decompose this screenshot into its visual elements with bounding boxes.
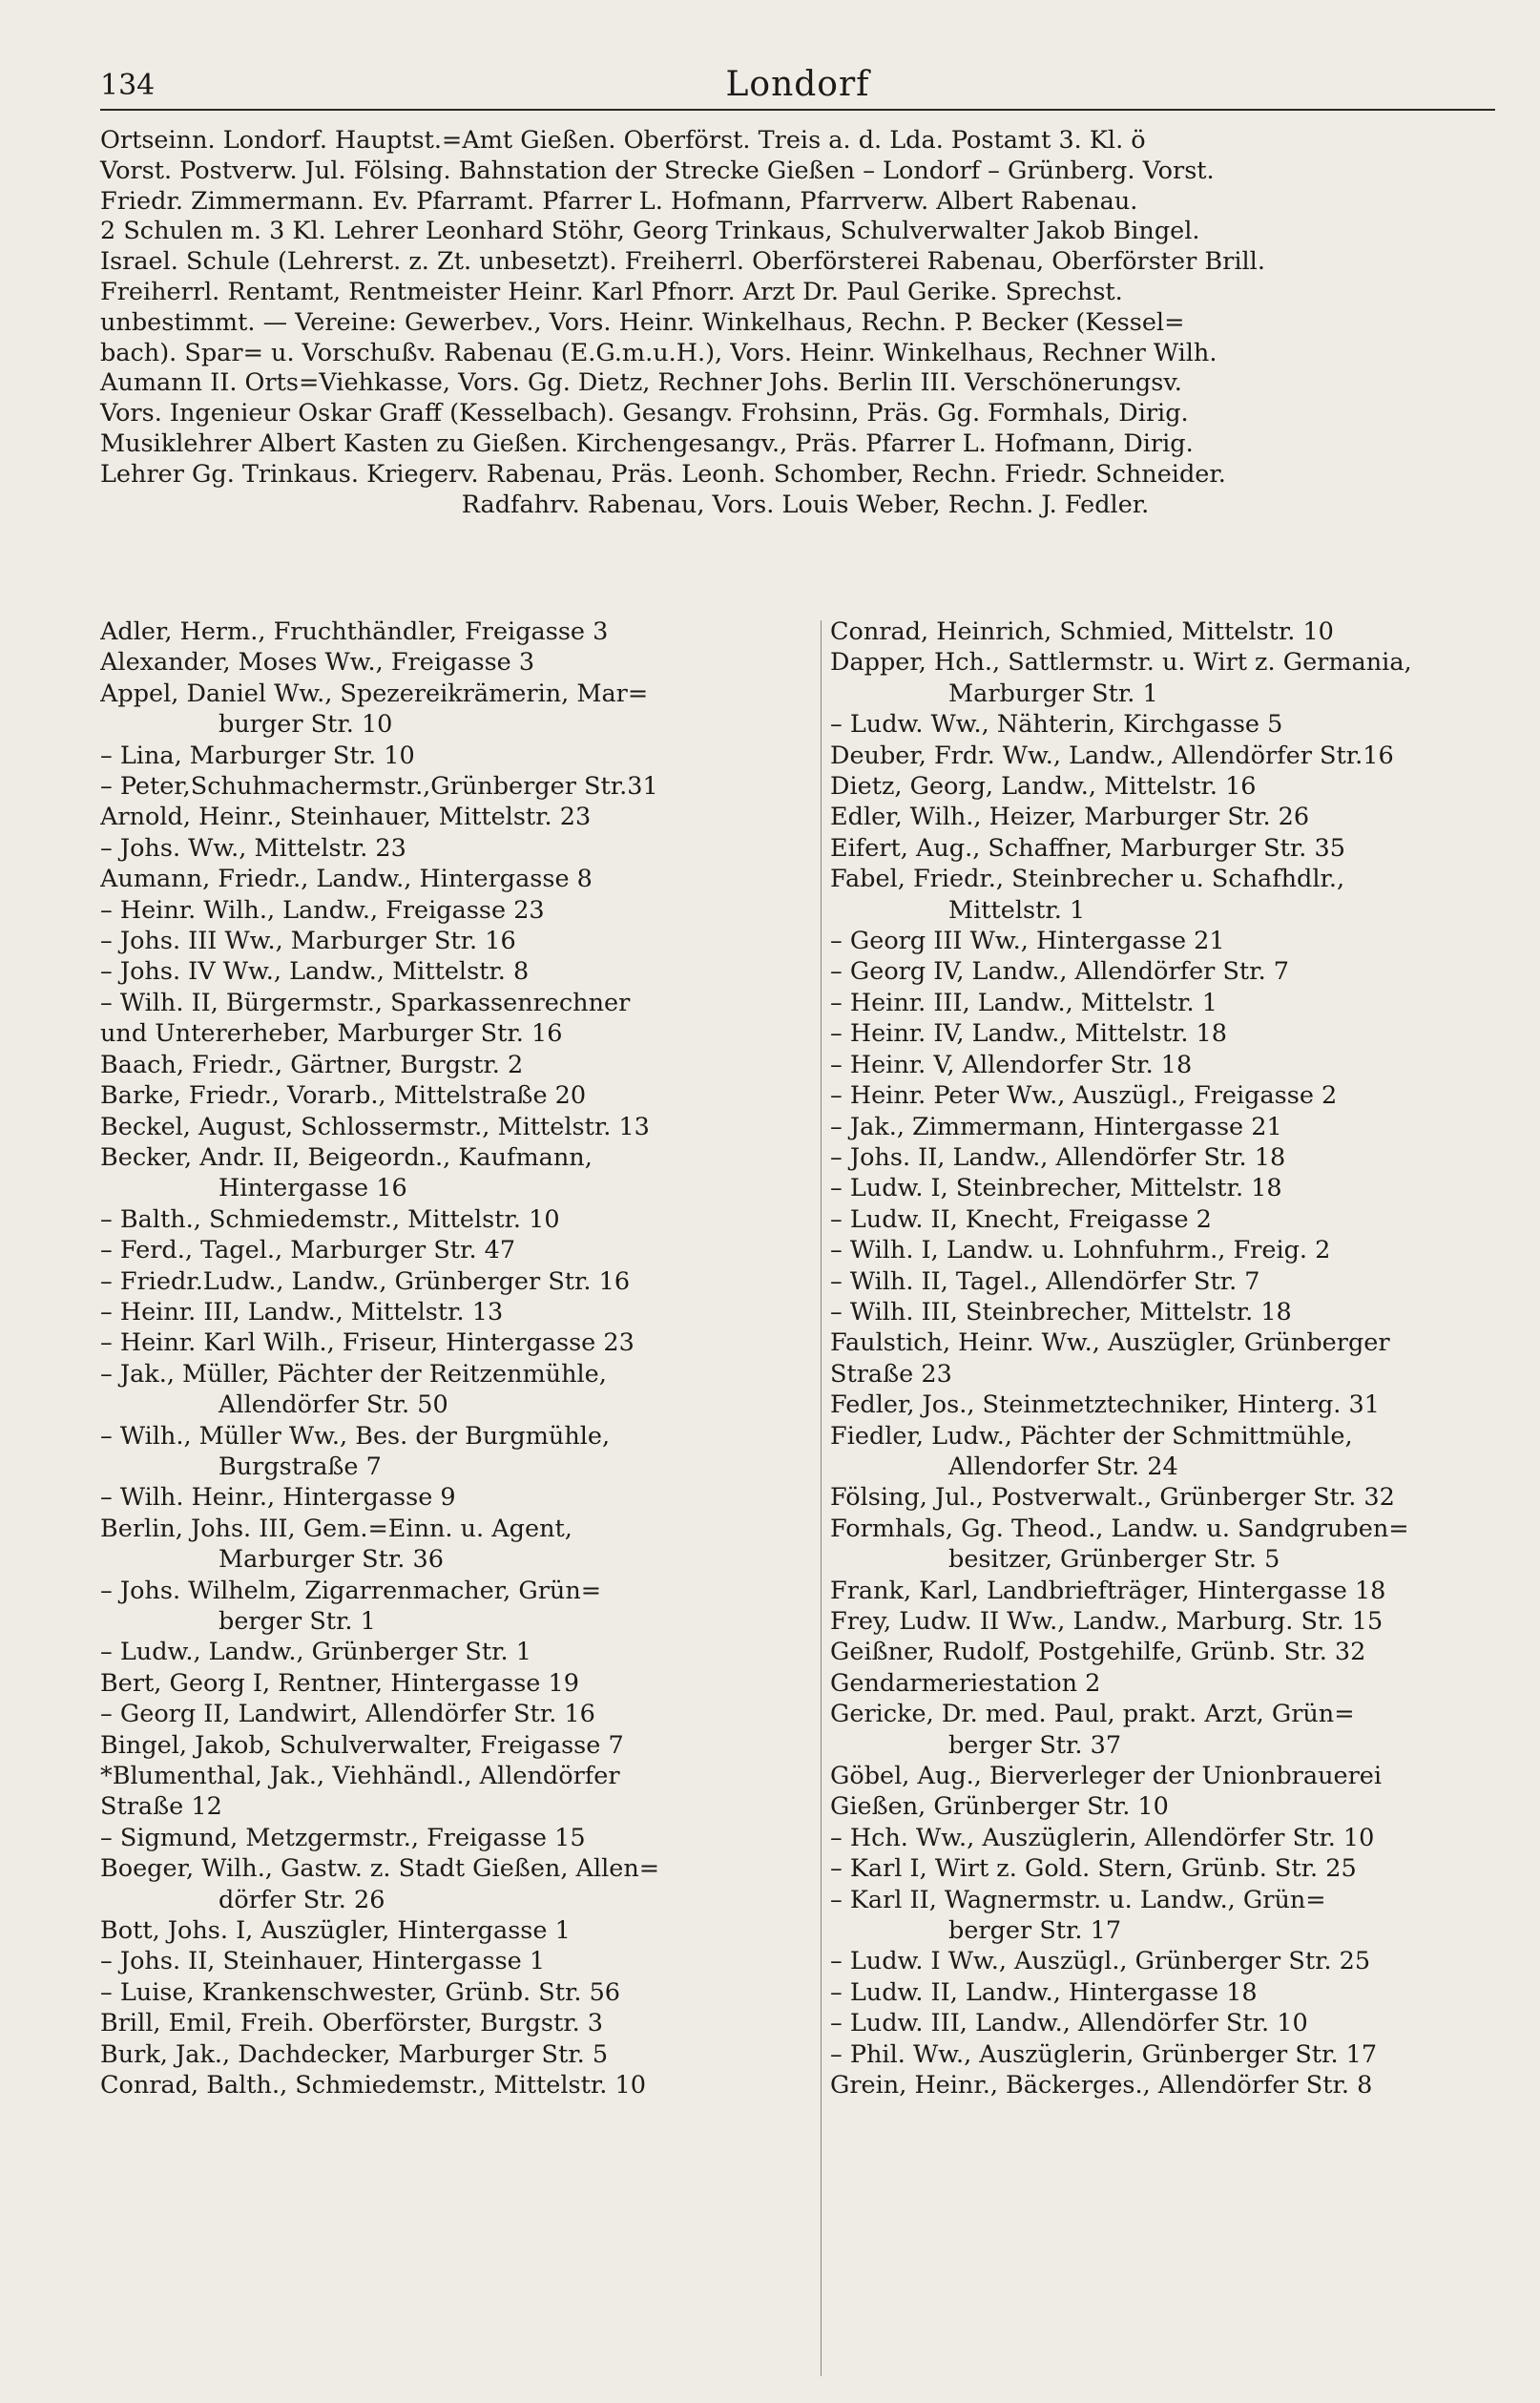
directory-entry: – Karl II, Wagnermstr. u. Landw., Grün= (830, 1885, 1326, 1914)
directory-entry: dörfer Str. 26 (219, 1885, 385, 1914)
directory-entry: Frank, Karl, Landbriefträger, Hintergasse 18 (830, 1576, 1386, 1605)
directory-entry: – Johs. Ww., Mittelstr. 23 (100, 833, 406, 863)
directory-entry: – Heinr. III, Landw., Mittelstr. 13 (100, 1297, 504, 1327)
directory-entry: – Georg IV, Landw., Allendörfer Str. 7 (830, 957, 1290, 987)
directory-entry: Faulstich, Heinr. Ww., Auszügler, Grünberger (830, 1328, 1390, 1358)
right-column (830, 616, 1540, 2101)
directory-entry: burger Str. 10 (219, 710, 393, 740)
directory-entry: Fabel, Friedr., Steinbrecher u. Schafhdlr., (830, 865, 1345, 894)
directory-entry: Dapper, Hch., Sattlermstr. u. Wirt z. Germania, (830, 648, 1412, 678)
directory-entry: – Johs. Wilhelm, Zigarrenmacher, Grün= (100, 1576, 602, 1605)
column-divider (821, 620, 822, 2376)
directory-entry: – Wilh. II, Bürgermstr., Sparkassenrechner (100, 988, 631, 1017)
directory-entry: Conrad, Heinrich, Schmied, Mittelstr. 10 (830, 617, 1334, 646)
directory-entry: – Georg II, Landwirt, Allendörfer Str. 16 (100, 1700, 595, 1729)
intro-line: unbestimmt. — Vereine: Gewerbev., Vors. Heinr. Winkelhaus, Rechn. P. Becker (Kessel= (100, 307, 1185, 337)
directory-entry: Straße 23 (830, 1359, 952, 1389)
directory-entry: – Wilh. I, Landw. u. Lohnfuhrm., Freig. 2 (830, 1236, 1331, 1265)
directory-entry: – Karl I, Wirt z. Gold. Stern, Grünb. Str. 25 (830, 1854, 1357, 1884)
intro-line: Vors. Ingenieur Oskar Graff (Kesselbach). Gesangv. Frohsinn, Präs. Gg. Formhals, Dirig. (100, 399, 1189, 428)
directory-entry: Burk, Jak., Dachdecker, Marburger Str. 5 (100, 2039, 609, 2069)
directory-entry: – Johs. IV Ww., Landw., Mittelstr. 8 (100, 957, 530, 987)
directory-entry: Arnold, Heinr., Steinhauer, Mittelstr. 23 (100, 803, 592, 832)
intro-line: Ortseinn. Londorf. Hauptst.=Amt Gießen. Oberförst. Treis a. d. Lda. Postamt 3. Kl. ö (100, 126, 1146, 155)
directory-entry: Fiedler, Ludw., Pächter der Schmittmühle, (830, 1421, 1353, 1451)
directory-entry: Marburger Str. 36 (219, 1545, 444, 1575)
directory-entry: Burgstraße 7 (219, 1452, 382, 1481)
intro-line: Freiherrl. Rentamt, Rentmeister Heinr. Karl Pfnorr. Arzt Dr. Paul Gerike. Sprechst. (100, 277, 1123, 306)
directory-entry: Fedler, Jos., Steinmetztechniker, Hinterg. 31 (830, 1390, 1380, 1420)
directory-entry: Allendorfer Str. 24 (948, 1452, 1178, 1481)
directory-entry: – Friedr.Ludw., Landw., Grünberger Str. 16 (100, 1266, 631, 1296)
directory-entry: – Peter,Schuhmachermstr.,Grünberger Str.31 (100, 772, 658, 802)
directory-entry: Beckel, August, Schlossermstr., Mittelstr. 13 (100, 1112, 650, 1141)
directory-entry: – Ludw. Ww., Nähterin, Kirchgasse 5 (830, 710, 1283, 740)
directory-entry: Aumann, Friedr., Landw., Hintergasse 8 (100, 865, 593, 894)
directory-entry: – Jak., Müller, Pächter der Reitzenmühle, (100, 1359, 607, 1389)
directory-entry: – Heinr. Peter Ww., Auszügl., Freigasse 2 (830, 1081, 1338, 1111)
directory-entry: – Heinr. Karl Wilh., Friseur, Hintergasse 23 (100, 1328, 635, 1358)
directory-entry: Barke, Friedr., Vorarb., Mittelstraße 20 (100, 1081, 587, 1111)
directory-entry: – Heinr. V, Allendorfer Str. 18 (830, 1050, 1193, 1079)
directory-entry: Dietz, Georg, Landw., Mittelstr. 16 (830, 772, 1257, 802)
directory-entry: – Ludw. III, Landw., Allendörfer Str. 10 (830, 2009, 1308, 2038)
directory-entry: Gendarmeriestation 2 (830, 1668, 1101, 1698)
directory-entry: – Heinr. III, Landw., Mittelstr. 1 (830, 988, 1217, 1017)
directory-entry: – Wilh. Heinr., Hintergasse 9 (100, 1483, 456, 1513)
directory-entry: Bert, Georg I, Rentner, Hintergasse 19 (100, 1668, 579, 1698)
intro-line: Lehrer Gg. Trinkaus. Kriegerv. Rabenau, Präs. Leonh. Schomber, Rechn. Friedr. Schneider. (100, 459, 1226, 489)
directory-entry: – Ferd., Tagel., Marburger Str. 47 (100, 1236, 516, 1265)
intro-line: Vorst. Postverw. Jul. Fölsing. Bahnstation der Strecke Gießen – Londorf – Grünberg. Vorst. (100, 156, 1215, 185)
directory-entry: berger Str. 17 (948, 1916, 1122, 1946)
directory-entry: Deuber, Frdr. Ww., Landw., Allendörfer Str.16 (830, 741, 1394, 770)
directory-entry: – Jak., Zimmermann, Hintergasse 21 (830, 1112, 1282, 1141)
directory-entry: Conrad, Balth., Schmiedemstr., Mittelstr. 10 (100, 2071, 646, 2100)
directory-entry: – Ludw., Landw., Grünberger Str. 1 (100, 1638, 531, 1667)
directory-entry: – Luise, Krankenschwester, Grünb. Str. 56 (100, 1977, 621, 2007)
directory-entry: – Heinr. IV, Landw., Mittelstr. 18 (830, 1019, 1227, 1049)
directory-entry: – Heinr. Wilh., Landw., Freigasse 23 (100, 895, 545, 925)
directory-entry: Gießen, Grünberger Str. 10 (830, 1792, 1169, 1822)
directory-entry: Marburger Str. 1 (948, 679, 1158, 708)
directory-entry: – Lina, Marburger Str. 10 (100, 741, 415, 770)
directory-entry: Göbel, Aug., Bierverleger der Unionbrauerei (830, 1762, 1383, 1791)
directory-entry: Eifert, Aug., Schaffner, Marburger Str. 35 (830, 833, 1345, 863)
directory-entry: – Ludw. II, Knecht, Freigasse 2 (830, 1204, 1212, 1234)
page-header (100, 65, 1495, 111)
directory-entry: – Phil. Ww., Auszüglerin, Grünberger Str. 17 (830, 2039, 1378, 2069)
directory-entry: Becker, Andr. II, Beigeordn., Kaufmann, (100, 1142, 593, 1172)
directory-entry: Bingel, Jakob, Schulverwalter, Freigasse 7 (100, 1730, 624, 1760)
left-column (100, 616, 811, 2101)
directory-entry: Geißner, Rudolf, Postgehilfe, Grünb. Str. 32 (830, 1638, 1366, 1667)
intro-line: 2 Schulen m. 3 Kl. Lehrer Leonhard Stöhr, Georg Trinkaus, Schulverwalter Jakob Bingel. (100, 217, 1200, 246)
page-number: 134 (100, 69, 156, 102)
directory-entry: Hintergasse 16 (219, 1174, 407, 1203)
directory-entry: Allendörfer Str. 50 (219, 1390, 448, 1420)
directory-entry: – Sigmund, Metzgermstr., Freigasse 15 (100, 1823, 586, 1852)
directory-entry: – Johs. II, Steinhauer, Hintergasse 1 (100, 1947, 546, 1976)
directory-entry: – Ludw. I Ww., Auszügl., Grünberger Str. 25 (830, 1947, 1371, 1976)
directory-entry: Bott, Johs. I, Auszügler, Hintergasse 1 (100, 1916, 571, 1946)
directory-entry: Berlin, Johs. III, Gem.=Einn. u. Agent, (100, 1514, 572, 1543)
page-title: Londorf (725, 65, 870, 104)
directory-entry: Brill, Emil, Freih. Oberförster, Burgstr. 3 (100, 2009, 604, 2038)
directory-entry: *Blumenthal, Jak., Viehhändl., Allendörfer (100, 1762, 620, 1791)
directory-entry: – Ludw. I, Steinbrecher, Mittelstr. 18 (830, 1174, 1282, 1203)
directory-entry: – Wilh., Müller Ww., Bes. der Burgmühle, (100, 1421, 611, 1451)
directory-entry: – Wilh. III, Steinbrecher, Mittelstr. 18 (830, 1297, 1292, 1327)
directory-entry: berger Str. 1 (219, 1607, 376, 1636)
directory-entry: – Ludw. II, Landw., Hintergasse 18 (830, 1977, 1258, 2007)
directory-entry: Appel, Daniel Ww., Spezereikrämerin, Mar= (100, 679, 649, 708)
directory-entry: Edler, Wilh., Heizer, Marburger Str. 26 (830, 803, 1310, 832)
intro-line: Aumann II. Orts=Viehkasse, Vors. Gg. Dietz, Rechner Johs. Berlin III. Verschönerungsv. (100, 368, 1182, 398)
town-intro (100, 126, 1510, 520)
directory-entry: Baach, Friedr., Gärtner, Burgstr. 2 (100, 1050, 524, 1079)
intro-line: Musiklehrer Albert Kasten zu Gießen. Kirchengesangv., Präs. Pfarrer L. Hofmann, Dirig. (100, 428, 1194, 458)
directory-entry: Frey, Ludw. II Ww., Landw., Marburg. Str. 15 (830, 1607, 1384, 1636)
intro-line: Friedr. Zimmermann. Ev. Pfarramt. Pfarrer L. Hofmann, Pfarrverw. Albert Rabenau. (100, 186, 1138, 216)
directory-entry: – Johs. III Ww., Marburger Str. 16 (100, 927, 516, 956)
directory-entry: Fölsing, Jul., Postverwalt., Grünberger Str. 32 (830, 1483, 1395, 1513)
directory-entry: Grein, Heinr., Bäckerges., Allendörfer Str. 8 (830, 2071, 1373, 2100)
directory-entry: – Johs. II, Landw., Allendörfer Str. 18 (830, 1142, 1286, 1172)
directory-entry: Alexander, Moses Ww., Freigasse 3 (100, 648, 535, 678)
directory-entry: Straße 12 (100, 1792, 222, 1822)
directory-entry: Adler, Herm., Fruchthändler, Freigasse 3 (100, 617, 609, 646)
directory-entry: – Wilh. II, Tagel., Allendörfer Str. 7 (830, 1266, 1260, 1296)
directory-entry: – Balth., Schmiedemstr., Mittelstr. 10 (100, 1204, 560, 1234)
intro-line: bach). Spar= u. Vorschußv. Rabenau (E.G.m.u.H.), Vors. Heinr. Winkelhaus, Rechner Wilh. (100, 338, 1217, 367)
directory-entry: Gericke, Dr. med. Paul, prakt. Arzt, Grün= (830, 1700, 1355, 1729)
intro-line: Radfahrv. Rabenau, Vors. Louis Weber, Rechn. J. Fedler. (461, 490, 1150, 519)
directory-entry: und Untererheber, Marburger Str. 16 (100, 1019, 563, 1049)
intro-line: Israel. Schule (Lehrerst. z. Zt. unbesetzt). Freiherrl. Oberförsterei Rabenau, Oberförster Brill. (100, 247, 1265, 277)
directory-entry: berger Str. 37 (948, 1730, 1122, 1760)
directory-entry: Formhals, Gg. Theod., Landw. u. Sandgruben= (830, 1514, 1409, 1543)
directory-entry: besitzer, Grünberger Str. 5 (948, 1545, 1280, 1575)
directory-entry: – Georg III Ww., Hintergasse 21 (830, 927, 1225, 956)
directory-entry: – Hch. Ww., Auszüglerin, Allendörfer Str. 10 (830, 1823, 1375, 1852)
directory-entry: Boeger, Wilh., Gastw. z. Stadt Gießen, Allen= (100, 1854, 660, 1884)
directory-entry: Mittelstr. 1 (948, 895, 1086, 925)
